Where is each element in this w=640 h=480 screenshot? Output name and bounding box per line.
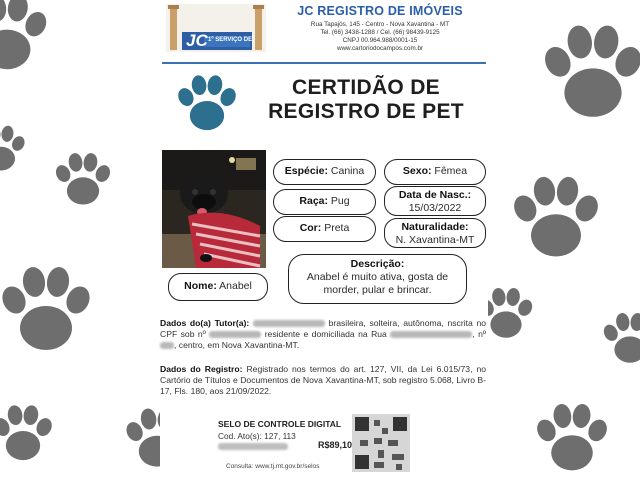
seal-consult-url: Consulta: www.tj.mt.gov.br/selos	[226, 463, 320, 470]
paw-print-icon	[508, 170, 604, 270]
paw-print-icon	[600, 300, 640, 380]
paw-print-icon	[52, 150, 114, 212]
breed-field	[273, 189, 376, 215]
birthdate-label: Data de Nasc.:	[398, 189, 472, 201]
sex-value: Fêmea	[434, 165, 468, 177]
redacted-cpf	[209, 331, 261, 338]
registry-logo	[164, 2, 268, 54]
certificate-document	[160, 0, 488, 480]
paw-print-icon	[0, 400, 56, 470]
tutor-label: Dados do(a) Tutor(a):	[160, 318, 250, 328]
birthplace-field	[384, 218, 486, 248]
tutor-text-2: nscrita no CPF sob nº	[160, 318, 487, 339]
tutor-text-3: residente e domiciliada na Rua	[264, 329, 387, 339]
description-label: Descrição:	[350, 258, 405, 270]
name-value: Anabel	[219, 280, 252, 292]
certificate-title	[256, 76, 476, 124]
paw-logo-icon	[174, 72, 240, 138]
seal-price: R$89,10	[318, 440, 353, 450]
name-label: Nome:	[184, 280, 217, 292]
birthplace-label: Naturalidade:	[401, 221, 469, 233]
registry-title: JC REGISTRO DE IMÓVEIS	[297, 4, 463, 18]
registry-website: www.cartoriodocampos.com.br	[336, 45, 424, 52]
species-value: Canina	[330, 165, 365, 177]
registry-phones: Tel. (66) 3438-1288 / Cel. (66) 98439-9125	[320, 29, 440, 36]
tutor-text-5: , centro, em Nova Xavantina-MT.	[174, 340, 300, 350]
logo-text: JC	[186, 31, 208, 50]
description-value: Anabel é muito ativa, gosta de morder, pular e brincar.	[306, 271, 449, 296]
color-field	[273, 216, 376, 242]
certificate-title-line1: CERTIDÃO DE	[292, 76, 440, 99]
registry-cnpj: CNPJ 00.964.988/0001-15	[342, 37, 418, 44]
registry-label: Dados do Registro:	[160, 364, 243, 374]
paw-print-icon	[527, 400, 617, 480]
name-field	[168, 273, 268, 301]
tutor-paragraph	[160, 318, 486, 351]
color-value: Preta	[324, 222, 350, 234]
paw-print-icon	[0, 118, 28, 182]
seal-title: SELO DE CONTROLE DIGITAL	[218, 419, 342, 429]
certificate-title-line2: REGISTRO DE PET	[268, 100, 464, 123]
redacted-seal-number	[218, 443, 288, 450]
birthdate-value: 15/03/2022	[408, 202, 462, 214]
tutor-text-4: , nº	[472, 329, 487, 339]
redacted-name	[253, 320, 325, 327]
paw-print-icon	[0, 262, 96, 362]
breed-value: Pug	[330, 195, 350, 207]
birthplace-value: N. Xavantina-MT	[395, 234, 475, 246]
sex-field	[384, 159, 486, 185]
redacted-number	[160, 342, 174, 349]
paw-print-icon	[538, 20, 640, 130]
logo-tagline: 1º SERVIÇO DE	[208, 37, 253, 43]
birthdate-field	[384, 186, 486, 216]
header-divider	[162, 62, 486, 64]
description-field	[288, 254, 467, 304]
seal-code: Cod. Ato(s): 127, 113	[218, 431, 296, 441]
color-label: Cor:	[299, 222, 322, 234]
registry-address: Rua Tapajós, 145 - Centro - Nova Xavantina - MT	[310, 21, 450, 28]
species-field	[273, 159, 376, 185]
tutor-text-1: brasileira, solteira, autônoma,	[328, 318, 444, 328]
breed-label: Raça:	[299, 195, 328, 207]
pet-photo	[162, 150, 266, 268]
qr-code	[352, 414, 410, 472]
sex-label: Sexo:	[402, 165, 432, 177]
registry-paragraph	[160, 364, 486, 397]
registry-text: Registrado nos termos do art. 127, VII, da Lei 6.015/73, no Cartório de Títulos e Documentos de Nova Xavantina-MT, sob registro 5.068, Livro B-17, Fls. 180, aos 21/09/2022.	[160, 364, 487, 396]
paw-print-icon	[0, 0, 52, 80]
species-label: Espécie:	[284, 165, 328, 177]
redacted-street	[390, 331, 472, 338]
